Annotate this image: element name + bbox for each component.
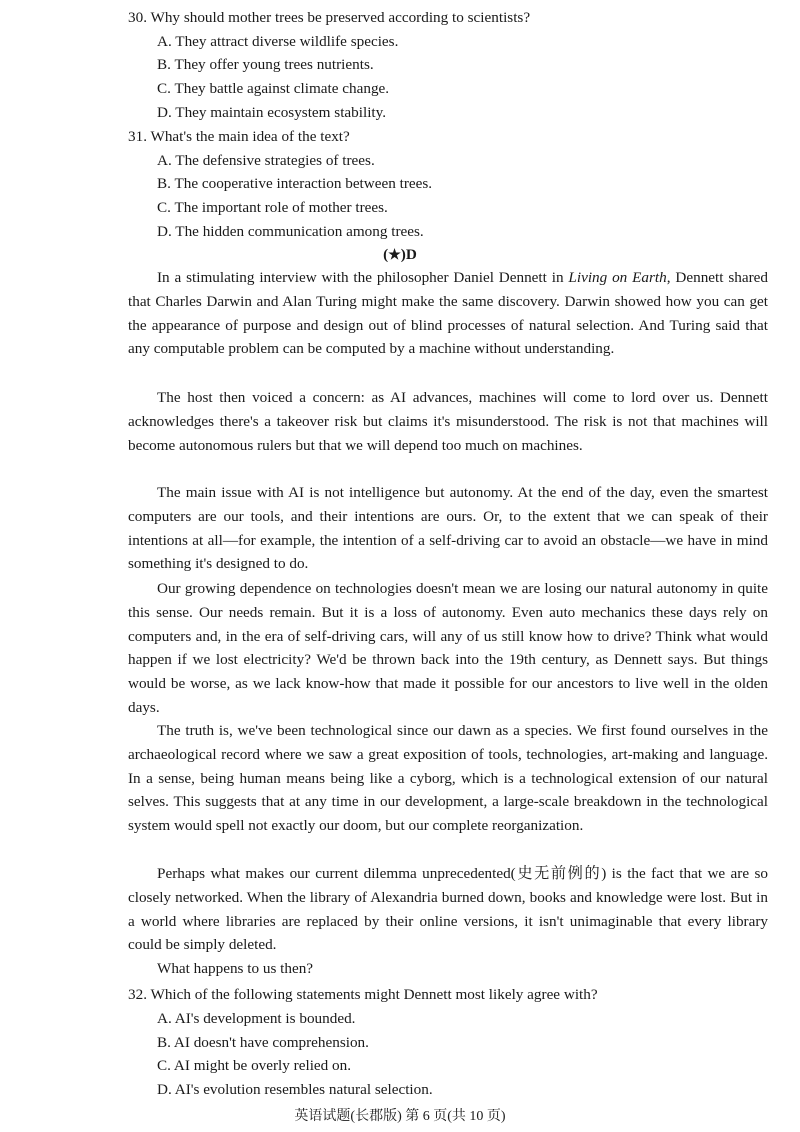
question-30-option-c: C. They battle against climate change. — [157, 80, 390, 97]
question-30-stem: 30. Why should mother trees be preserved according to scientists? — [128, 9, 531, 26]
passage-paragraph-1: In a stimulating interview with the philosopher Daniel Dennett in Living on Earth, Dennett shared that Charles Darwin and Alan Turing might make the same discovery. Darwin showed how you can get the appearance of purpose and design out of blind processes of natural selection. And Turing said that any computable problem can be computed by a machine without understanding. — [128, 269, 768, 358]
star-icon: ★ — [388, 248, 401, 263]
passage-paragraph-3: The main issue with AI is not intelligence but autonomy. At the end of the day, even the smartest computers are our tools, and their intentions are ours. Or, to the extent that we can speak of their intentions at all—for example, the intention of a self-driving car to avoid an obstacle—we have in mind something it's designed to do. — [128, 484, 768, 573]
question-32-option-c: C. AI might be overly relied on. — [157, 1057, 352, 1074]
passage-paragraph-5: The truth is, we've been technological since our dawn as a species. We first found ourselves in the archaeological record where we saw a great exposition of tools, technologies, art-making and language. In a sense, being human means being like a cyborg, which is a technological extension of our natural selves. This suggests that at any time in our development, a large-scale breakdown in the technological system would spell not exactly our doom, but our complete reorganization. — [128, 722, 768, 835]
question-31-stem: 31. What's the main idea of the text? — [128, 128, 350, 145]
question-32-option-d: D. AI's evolution resembles natural selection. — [157, 1081, 433, 1098]
question-31-option-a: A. The defensive strategies of trees. — [157, 152, 375, 169]
question-32-option-a: A. AI's development is bounded. — [157, 1010, 356, 1027]
question-31-option-d: D. The hidden communication among trees. — [157, 223, 424, 240]
passage-paragraph-4: Our growing dependence on technologies doesn't mean we are losing our natural autonomy in quite this sense. Our needs remain. But it is a loss of autonomy. Even auto mechanics these days rely on computers and, in the era of self-driving cars, will any of us still know how to drive? Think what would happen if we lost electricity? We'd be thrown back into the 19th century, as Dennett says. But things would be worse, as we lack know-how that made it possible for our ancestors to live well in the olden days. — [128, 580, 768, 716]
question-31-option-b: B. The cooperative interaction between trees. — [157, 175, 433, 192]
question-32-stem: 32. Which of the following statements might Dennett most likely agree with? — [128, 986, 598, 1003]
question-30-option-d: D. They maintain ecosystem stability. — [157, 104, 387, 121]
program-title: Living on Earth — [568, 269, 667, 286]
passage-paragraph-2: The host then voiced a concern: as AI advances, machines will come to lord over us. Dennett acknowledges there's a takeover risk but claims it's misunderstood. The risk is not that machines will become autonomous rulers but that we will depend too much on machines. — [128, 389, 768, 454]
section-label: D — [405, 246, 417, 263]
section-d-title: (★)D — [383, 246, 417, 263]
question-30-option-a: A. They attract diverse wildlife species. — [157, 33, 399, 50]
question-31-option-c: C. The important role of mother trees. — [157, 199, 388, 216]
passage-paragraph-7: What happens to us then? — [157, 960, 314, 977]
page-footer: 英语试题(长郡版) 第 6 页(共 10 页) — [294, 1109, 506, 1124]
question-32-option-b: B. AI doesn't have comprehension. — [157, 1034, 369, 1051]
question-30-option-b: B. They offer young trees nutrients. — [157, 56, 374, 73]
passage-paragraph-6: Perhaps what makes our current dilemma unprecedented(史无前例的) is the fact that we are so closely networked. When the library of Alexandria burned down, books and knowledge were lost. But in a world where libraries are replaced by their online versions, it isn't unimaginable that every library could be simply deleted. — [128, 865, 768, 954]
